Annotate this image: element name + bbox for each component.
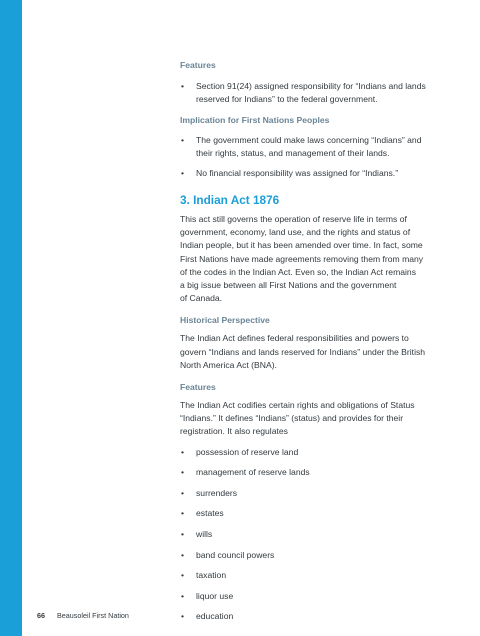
bullet-icon: •: [181, 508, 185, 519]
historical-text: The Indian Act defines federal responsibilities and powers to govern “Indians and lands reserved for Indians” under the British North America Act (BNA).: [180, 333, 426, 370]
list-item: • liquor use: [181, 590, 234, 601]
bullet-icon: •: [181, 446, 185, 457]
features-list: [180, 80, 432, 105]
bullet-icon: •: [181, 570, 185, 581]
list-item: • Section 91(24) assigned responsibility for “Indians and lands reserved for Indians” to the federal government.: [181, 81, 426, 104]
page-number: 66: [37, 611, 45, 620]
features-heading: Features: [180, 60, 216, 70]
bullet-icon: •: [181, 487, 185, 498]
list-item: • education: [181, 611, 234, 622]
bullet-icon: •: [181, 168, 185, 179]
list-item: • No financial responsibility was assigned for “Indians.”: [181, 168, 399, 179]
list-item: • wills: [181, 528, 213, 539]
accent-sidebar: [0, 0, 22, 636]
list-item: • The government could make laws concerning “Indians” and their rights, status, and management of their lands.: [181, 135, 422, 158]
page-content: [180, 59, 432, 623]
bullet-icon: •: [181, 135, 185, 146]
bullet-icon: •: [181, 549, 185, 560]
bullet-icon: •: [181, 590, 185, 601]
list-item: • taxation: [181, 570, 227, 581]
historical-heading: Historical Perspective: [180, 315, 270, 326]
section-intro: This act still governs the operation of reserve life in terms of government, economy, land use, and the rights and status of Indian people, but it has been amended over time. In fact, some First Nations have made agreements removing them from many of the codes in the Indian Act. Even so, the Indian Act remains a big issue between all First Nations and the government of Canada.: [180, 213, 424, 304]
features-heading: Features: [180, 382, 216, 392]
implication-heading: Implication for First Nations Peoples: [180, 115, 330, 126]
list-item: • band council powers: [181, 549, 275, 560]
page-footer: [37, 611, 129, 620]
bullet-icon: •: [181, 467, 185, 478]
list-item: • management of reserve lands: [181, 467, 310, 478]
regulates-list: [180, 446, 432, 623]
bullet-icon: •: [181, 528, 185, 539]
bullet-icon: •: [181, 81, 185, 91]
list-item: • surrenders: [181, 487, 238, 498]
section-title: 3. Indian Act 1876: [180, 192, 280, 207]
bullet-icon: •: [181, 611, 185, 622]
list-item: • possession of reserve land: [181, 446, 299, 457]
features-text: The Indian Act codifies certain rights and obligations of Status “Indians.” It defines “Indians” (status) and provides for their registration. It also regulates: [180, 400, 415, 437]
implication-list: [180, 134, 432, 180]
publication-name: Beausoleil First Nation: [57, 611, 129, 620]
list-item: • estates: [181, 508, 224, 519]
